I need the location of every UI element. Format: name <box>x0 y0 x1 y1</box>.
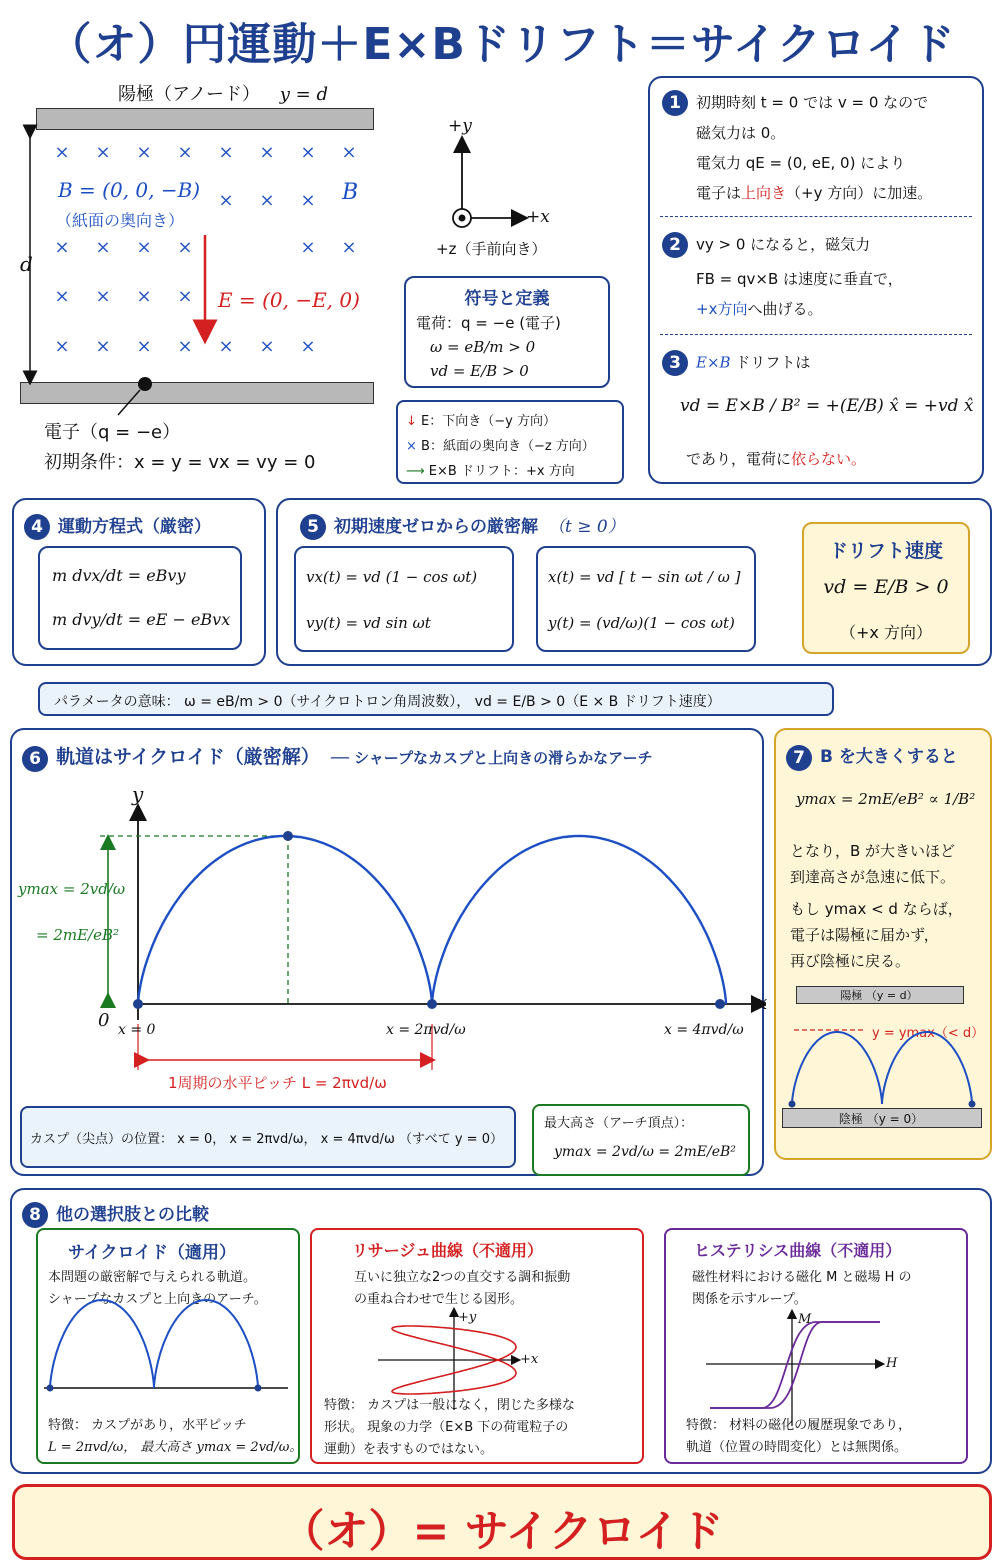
setup-diagram <box>0 70 400 490</box>
anode-label: 陽極（アノード） y = d <box>118 84 328 105</box>
cusp-text: カスプ（尖点）の位置： x = 0， x = 2πvd/ω， x = 4πvd/ω （すべて y = 0） <box>30 1132 503 1147</box>
step1-line2: 磁気力は 0。 <box>696 124 786 142</box>
vx-solution: vx(t) = vd (1 − cos ωt) <box>306 568 478 586</box>
step7-line4: 電子は陽極に届かず， <box>790 926 939 944</box>
svg-text:×: × <box>259 336 275 357</box>
svg-text:×: × <box>218 336 234 357</box>
step7-box <box>774 728 992 1160</box>
svg-text:×: × <box>341 237 357 258</box>
plot-origin: 0 <box>98 1010 110 1031</box>
cusp-box <box>20 1106 516 1168</box>
legend-b: × B：紙面の奥向き（−z 方向） <box>406 439 595 454</box>
d-label: d <box>20 252 33 276</box>
pitch-label: 1周期の水平ピッチ L = 2πvd/ω <box>168 1074 387 1092</box>
step7-line1: となり，B が大きいほど <box>790 842 956 860</box>
axis-z-label: +z（手前向き） <box>436 240 547 258</box>
x-tick-2: x = 4πvd/ω <box>664 1022 744 1038</box>
max-height-eq: ymax = 2vd/ω = 2mE/eB² <box>554 1144 736 1160</box>
step1-line4: 電子は上向き（+y 方向）に加速。 <box>696 184 933 202</box>
svg-text:×: × <box>136 142 152 163</box>
step6-title: 6 軌道はサイクロイド（厳密解） ── シャープなカスプと上向きの滑らかなアーチ <box>22 742 653 772</box>
svg-text:×: × <box>95 142 111 163</box>
step8-title: 8 他の選択肢との比較 <box>22 1200 209 1228</box>
step2-line3: +x方向へ曲げる。 <box>696 300 823 318</box>
step7-equation: ymax = 2mE/eB² ∝ 1/B² <box>796 790 976 808</box>
max-height-title: 最大高さ（アーチ頂点）： <box>544 1116 694 1131</box>
axis-y-label: +y <box>448 116 472 136</box>
step5-box <box>276 498 992 666</box>
drift-box <box>802 522 970 654</box>
svg-text:×: × <box>300 190 316 211</box>
svg-text:×: × <box>341 142 357 163</box>
cusp-point-2 <box>715 999 725 1009</box>
svg-text:×: × <box>177 142 193 163</box>
mini-anode: 陽極 （y = d） <box>796 986 964 1004</box>
x-tick-1: x = 2πvd/ω <box>386 1022 466 1038</box>
cusp-point-1 <box>427 999 437 1009</box>
x-solution: x(t) = vd [ t − sin ωt / ω ] <box>548 568 741 586</box>
svg-text:×: × <box>54 336 70 357</box>
answer-box <box>12 1484 992 1560</box>
svg-text:×: × <box>300 237 316 258</box>
y-solution: y(t) = (vd/ω)(1 − cos ωt) <box>548 614 735 632</box>
ymax-label-1: ymax = 2vd/ω <box>18 880 126 898</box>
svg-text:×: × <box>300 142 316 163</box>
step-number-8: 8 <box>22 1202 48 1228</box>
legend-drift: ⟶ E×B ドリフト：+x 方向 <box>406 464 575 479</box>
b-note: （紙面の奥向き） <box>56 211 185 230</box>
step5-title: 5 初期速度ゼロからの厳密解 （t ≥ 0） <box>300 512 625 540</box>
svg-text:×: × <box>300 336 316 357</box>
e-definition: E = (0, −E, 0) <box>218 288 360 312</box>
drift-direction: （+x 方向） <box>840 623 932 642</box>
cusp-point-0 <box>133 999 143 1009</box>
definitions-title: 符号と定義 <box>464 289 550 309</box>
step4-title: 4 運動方程式（厳密） <box>24 512 211 540</box>
step5-velocity <box>294 546 514 652</box>
svg-text:×: × <box>136 237 152 258</box>
right-arrow-icon: ⟶ <box>406 464 429 479</box>
plot-x-label: x <box>756 990 768 1014</box>
step3-note: であり，電荷に依らない。 <box>686 450 867 468</box>
svg-text:×: × <box>54 237 70 258</box>
step2: 2 vy > 0 になると，磁気力 <box>662 232 870 258</box>
step-number-3: 3 <box>662 350 688 376</box>
legend-e: ↓ E：下向き（−y 方向） <box>406 414 556 429</box>
vy-solution: vy(t) = vd sin ωt <box>306 614 431 632</box>
step-number-2: 2 <box>662 232 688 258</box>
svg-text:×: × <box>177 237 193 258</box>
svg-text:×: × <box>54 142 70 163</box>
svg-text:×: × <box>95 336 111 357</box>
step7-line5: 再び陰極に戻る。 <box>790 952 911 970</box>
definitions-box <box>404 276 610 388</box>
params-box <box>38 682 834 716</box>
b-symbol: B <box>342 180 359 205</box>
page-title: （オ）円運動＋E×Bドリフト＝サイクロイド <box>47 19 956 70</box>
step4-eq2: m dvy/dt = eE − eBvx <box>52 610 231 629</box>
mini-cycloid <box>776 730 994 1162</box>
option-cycloid: サイクロイド（適用） 本問題の厳密解で与えられる軌道。 シャープなカスプと上向きのアーチ。 特徴： カスプがあり，水平ピッチ L = 2πvd/ω， 最大高さ ymax = 2vd/ω。 <box>36 1228 300 1464</box>
b-definition: B = (0, 0, −B) <box>58 178 201 202</box>
svg-text:×: × <box>95 237 111 258</box>
step4-box <box>12 498 266 666</box>
step6-box <box>10 728 768 1176</box>
step4-eq1: m dvx/dt = eBvy <box>52 566 186 585</box>
step-number-4: 4 <box>24 514 50 540</box>
option-lissajous: リサージュ曲線（不適用） 互いに独立な2つの直交する調和振動 の重ね合わせで生じる図形。 +y +x 特徴： カスプは一般になく，閉じた多様な 形状。 現象の力学（E×B 下の荷電粒子の 運動）を表すものではない。 <box>310 1228 644 1464</box>
svg-text:×: × <box>259 190 275 211</box>
step4-equations <box>38 546 242 650</box>
mini-cathode: 陰極 （y = 0） <box>782 1108 982 1128</box>
step2-line2: FB = qv×B は速度に垂直で， <box>696 270 903 288</box>
step7-line2: 到達高さが急速に低下。 <box>790 868 956 886</box>
svg-text:×: × <box>136 336 152 357</box>
step3: 3 E×B ドリフトは <box>662 350 810 376</box>
x-tick-0: x = 0 <box>118 1022 156 1038</box>
step7-line3: もし ymax < d ならば， <box>790 900 963 918</box>
step-number-7: 7 <box>786 745 812 771</box>
params-text: パラメータの意味： ω = eB/m > 0（サイクロトロン角周波数）， vd = E/B > 0（E × B ドリフト速度） <box>54 694 721 710</box>
svg-text:×: × <box>136 286 152 307</box>
svg-text:×: × <box>218 142 234 163</box>
step5-position <box>536 546 756 652</box>
apex-point <box>283 831 293 841</box>
answer-text: （オ）= サイクロイド <box>280 1506 724 1557</box>
drift-title: ドリフト速度 <box>828 540 943 562</box>
step8-box <box>10 1188 992 1474</box>
svg-text:×: × <box>54 286 70 307</box>
svg-text:×: × <box>218 190 234 211</box>
def-row-charge: 電荷：q = −e (電子) <box>416 314 561 332</box>
cycloid-curve <box>138 836 726 1004</box>
electron-label: 電子（q = −e） <box>44 422 181 443</box>
step-number-6: 6 <box>22 746 48 772</box>
ymax-line-label: y = ymax（< d） <box>872 1026 985 1041</box>
svg-text:×: × <box>177 336 193 357</box>
axis-x-label: +x <box>526 207 550 227</box>
max-height-box <box>532 1104 750 1176</box>
svg-text:×: × <box>177 286 193 307</box>
option-hysteresis: ヒステリシス曲線（不適用） 磁性材料における磁化 M と磁場 H の 関係を示すループ。 M H 特徴： 材料の磁化の履歴現象であり， 軌道（位置の時間変化）とは無関係。 <box>664 1228 968 1464</box>
steps-1-3-box <box>648 76 984 484</box>
svg-text:×: × <box>259 142 275 163</box>
step-number-1: 1 <box>662 90 688 116</box>
initial-conditions: 初期条件：x = y = vx = vy = 0 <box>44 452 316 473</box>
step1: 1 初期時刻 t = 0 では v = 0 なので <box>662 90 928 116</box>
def-row-vd: vd = E/B > 0 <box>430 362 529 380</box>
down-arrow-icon: ↓ <box>406 414 422 429</box>
symbol-legend <box>396 400 624 484</box>
step3-equation: vd = E×B / B² = +(E/B) x̂ = +vd x̂ <box>680 396 974 416</box>
step-number-5: 5 <box>300 514 326 540</box>
step1-line3: 電気力 qE = (0, eE, 0) により <box>696 154 906 172</box>
drift-equation: vd = E/B > 0 <box>823 576 949 598</box>
step7-title: 7 B を大きくすると <box>786 742 958 771</box>
def-row-omega: ω = eB/m > 0 <box>430 338 536 356</box>
svg-text:×: × <box>95 286 111 307</box>
ymax-label-2: = 2mE/eB² <box>36 926 120 944</box>
plot-y-label: y <box>132 782 144 806</box>
cross-icon: × <box>406 439 422 454</box>
